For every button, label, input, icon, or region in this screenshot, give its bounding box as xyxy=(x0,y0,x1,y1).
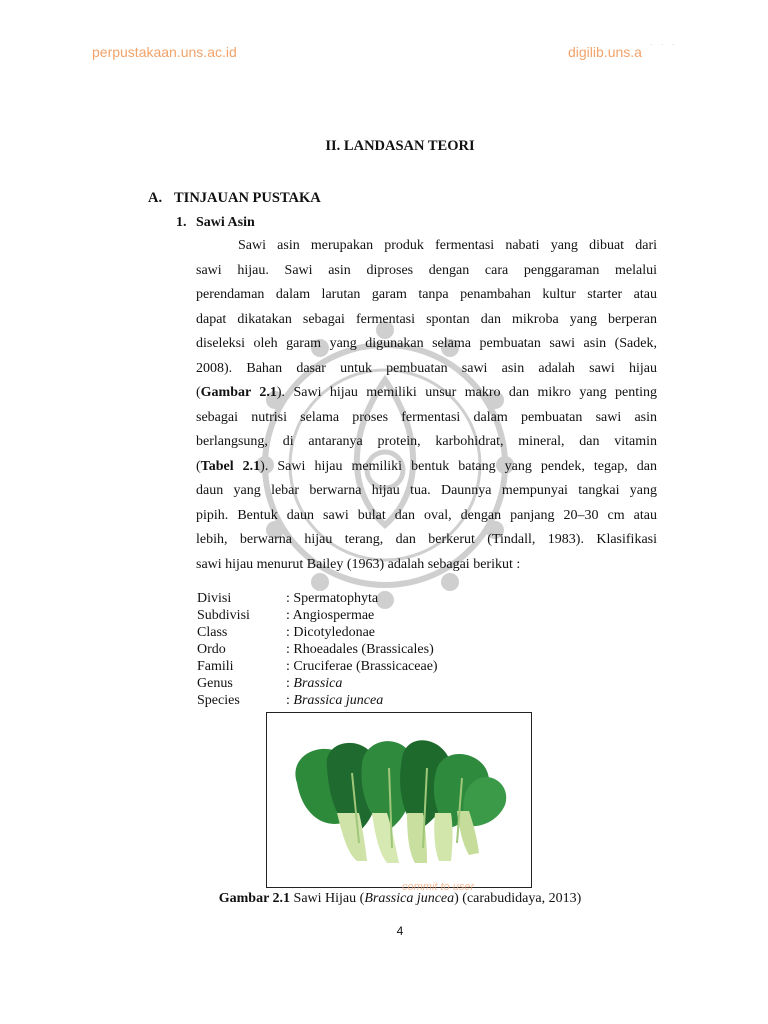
colon: : xyxy=(286,693,294,708)
header-right-url: digilib.uns.a xyxy=(568,44,642,60)
classification-row xyxy=(197,590,438,607)
rank-value: : Rhoeadales (Brassicales) xyxy=(286,642,434,657)
paragraph-line: pipih. Bentuk daun sawi bulat dan oval, dengan panjang 20–30 cm atau xyxy=(196,507,657,523)
subsection-1-number: 1. xyxy=(176,215,187,230)
subsection-1-heading xyxy=(176,215,255,231)
header-left-url: perpustakaan.uns.ac.id xyxy=(92,44,237,60)
rank-label: Ordo xyxy=(197,642,226,657)
colon: : xyxy=(286,676,294,691)
rank-value: : Cruciferae (Brassicaceae) xyxy=(286,659,438,674)
classification-row xyxy=(197,692,438,709)
header-dots: · · · xyxy=(650,40,678,49)
caption-text: Sawi Hijau ( xyxy=(290,891,365,906)
section-a-heading xyxy=(148,190,321,207)
paragraph-line: sebagai nutrisi selama proses fermentasi dalam pembuatan sawi asin xyxy=(196,409,657,425)
figure-reference: Gambar 2.1 xyxy=(200,385,277,400)
pak-choi-photo xyxy=(267,713,531,887)
paren-open: ( xyxy=(196,385,201,400)
figure-caption xyxy=(0,891,768,907)
classification-row xyxy=(197,607,438,624)
paragraph-line: sawi hijau menurut Bailey (1963) adalah sebagai berikut : xyxy=(196,556,521,572)
paragraph-line: sawi hijau. Sawi asin diproses dengan cara penggaraman melalui xyxy=(196,262,657,278)
rank-label: Subdivisi xyxy=(197,608,250,623)
paragraph-line: dapat dikatakan sebagai fermentasi spontan dan mikroba yang berperan xyxy=(196,311,657,327)
section-a-label: TINJAUAN PUSTAKA xyxy=(174,190,321,206)
classification-row xyxy=(197,624,438,641)
classification-row xyxy=(197,658,438,675)
paragraph-line xyxy=(196,455,657,480)
species-name: Brassica juncea xyxy=(293,693,384,708)
commit-stamp: commit to user xyxy=(402,881,475,893)
rank-label: Class xyxy=(197,625,228,640)
paragraph-line: diseleksi oleh garam yang digunakan selama pembuatan sawi asin (Sadek, xyxy=(196,336,657,351)
rank-label: Genus xyxy=(197,676,233,691)
classification-list xyxy=(197,590,438,709)
rank-value: : Angiospermae xyxy=(286,608,375,623)
paragraph-line xyxy=(196,381,657,406)
line-rest: ). Sawi hijau memiliki unsur makro dan mikro yang penting xyxy=(276,385,657,400)
rank-value: : Spermatophyta xyxy=(286,591,379,606)
section-a-number: A. xyxy=(148,190,163,206)
caption-source: ) (carabudidaya, 2013) xyxy=(454,891,582,906)
subsection-1-label: Sawi Asin xyxy=(196,215,255,230)
paragraph-line: berlangsung, di antaranya protein, karbohidrat, mineral, dan vitamin xyxy=(196,434,657,449)
line-rest: ). Sawi hijau memiliki bentuk batang yang pendek, tegap, dan xyxy=(260,458,657,474)
table-reference: Tabel 2.1 xyxy=(200,458,261,474)
classification-row xyxy=(197,675,438,692)
rank-label: Famili xyxy=(197,659,234,674)
figure-frame xyxy=(266,712,532,888)
paragraph-line: perendaman dalam larutan garam tanpa penambahan kultur starter atau xyxy=(196,287,657,302)
paragraph-line: Sawi asin merupakan produk fermentasi nabati yang dibuat dari xyxy=(238,238,657,253)
body-paragraph xyxy=(196,234,657,577)
paragraph-line: 2008). Bahan dasar untuk pembuatan sawi asin adalah sawi hijau xyxy=(196,360,657,376)
page-number: 4 xyxy=(396,924,404,938)
rank-label: Species xyxy=(197,693,240,708)
rank-value: : Dicotyledonae xyxy=(286,625,376,640)
caption-label: Gambar 2.1 xyxy=(218,891,291,906)
paragraph-line: daun yang lebar berwarna hijau tua. Daunnya mempunyai tangkai yang xyxy=(196,483,657,498)
rank-label: Divisi xyxy=(197,591,232,606)
classification-row xyxy=(197,641,438,658)
genus-name: Brassica xyxy=(293,676,343,691)
chapter-title: II. LANDASAN TEORI xyxy=(325,138,475,154)
paragraph-line: lebih, berwarna hijau terang, dan berkerut (Tindall, 1983). Klasifikasi xyxy=(196,532,657,547)
caption-species: Brassica juncea xyxy=(364,891,455,906)
rank-value xyxy=(286,692,383,709)
rank-value xyxy=(286,675,342,692)
paren-open: ( xyxy=(196,458,201,474)
